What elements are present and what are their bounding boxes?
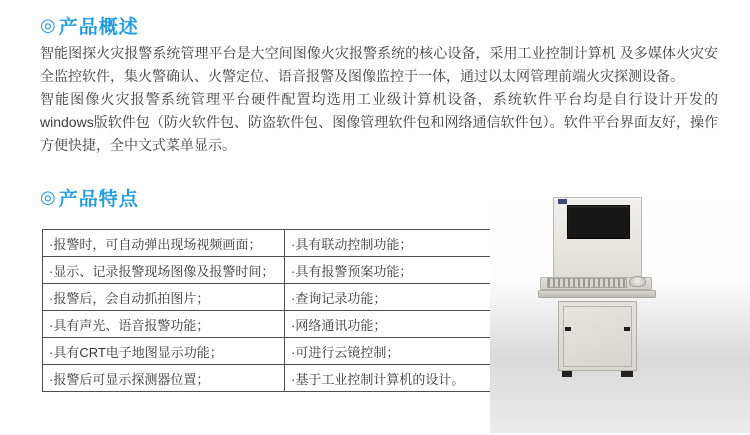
console-brand-label	[558, 199, 567, 204]
table-row	[43, 230, 495, 257]
console-keyboard	[547, 278, 627, 288]
feature-cell: ·显示、记录报警现场图像及报警时间；	[43, 257, 285, 284]
table-row	[43, 257, 495, 284]
console-screen	[567, 205, 630, 239]
feature-cell: ·报警后，会自动抓拍图片；	[43, 284, 285, 311]
feature-cell: ·报警时，可自动弹出现场视频画面；	[43, 230, 285, 257]
overview-text	[40, 42, 718, 157]
overview-section-title	[40, 12, 139, 39]
console-cabinet-door	[563, 306, 632, 367]
features-title-text: 产品特点	[58, 189, 139, 210]
feature-cell: ·查询记录功能；	[285, 284, 495, 311]
section-bullet-icon: ◎	[40, 15, 57, 35]
product-console-image	[490, 185, 750, 433]
feature-cell: ·具有报警预案功能；	[285, 257, 495, 284]
console-lock-right	[624, 327, 630, 331]
feature-cell: ·报警后可显示探测器位置；	[43, 365, 285, 392]
feature-cell: ·具有声光、语音报警功能；	[43, 311, 285, 338]
feature-cell: ·具有联动控制功能；	[285, 230, 495, 257]
console-tray-edge	[538, 290, 656, 298]
console-foot-left	[562, 371, 572, 377]
features-section-title	[40, 184, 139, 211]
overview-paragraph: 智能图像火灾报警系统管理平台硬件配置均选用工业级计算机设备，系统软件平台均是自行设计开发的windows版软件包（防火软件包、防盗软件包、图像管理软件包和网络通信软件包）。软件平台界面友好，操作方便快捷，全中文式菜单显示。	[40, 91, 718, 153]
feature-cell: ·网络通讯功能；	[285, 311, 495, 338]
overview-title-text: 产品概述	[58, 17, 139, 38]
table-row	[43, 365, 495, 392]
table-row	[43, 284, 495, 311]
table-row	[43, 338, 495, 365]
table-row	[43, 311, 495, 338]
feature-cell: ·基于工业控制计算机的设计。	[285, 365, 495, 392]
feature-cell: ·具有CRT电子地图显示功能；	[43, 338, 285, 365]
console-foot-right	[621, 371, 633, 377]
console-lock-left	[565, 327, 571, 331]
features-table	[42, 229, 495, 392]
feature-cell: ·可进行云镜控制；	[285, 338, 495, 365]
console-trackball	[629, 276, 646, 287]
overview-paragraph: 智能图探火灾报警系统管理平台是大空间图像火灾报警系统的核心设备，采用工业控制计算机 及多媒体火灾安全监控软件，集火警确认、火警定位、语音报警及图像监控于一体，通过以太网管理前端火灾探测设备。	[40, 45, 718, 84]
section-bullet-icon: ◎	[40, 187, 57, 207]
